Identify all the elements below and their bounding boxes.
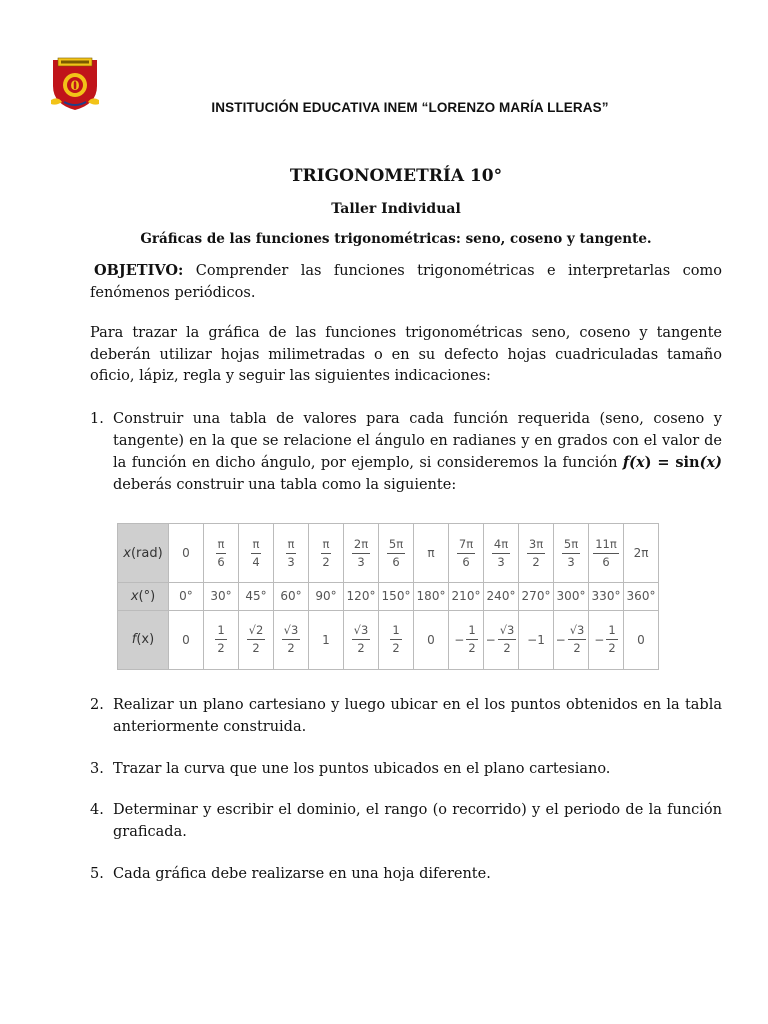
table-cell: 0 bbox=[414, 610, 449, 669]
table-cell: 120° bbox=[344, 583, 379, 611]
step-number: 4. bbox=[90, 802, 104, 818]
table-cell: $\frac{\pi}{2}$ bbox=[309, 524, 344, 583]
table-cell: $\frac{√3}{2}$ bbox=[344, 610, 379, 669]
table-row bbox=[118, 610, 659, 669]
table-row-header: x(°) bbox=[118, 583, 169, 611]
table-cell: $\frac{\pi}{6}$ bbox=[204, 524, 239, 583]
table-cell: $\frac{2\pi}{3}$ bbox=[344, 524, 379, 583]
objective-paragraph bbox=[90, 260, 722, 304]
svg-text:0: 0 bbox=[70, 79, 80, 94]
table-cell: 30° bbox=[204, 583, 239, 611]
table-cell: − $\frac{√3}{2}$ bbox=[484, 610, 519, 669]
table-cell: 330° bbox=[589, 583, 624, 611]
table-cell: 0 bbox=[169, 610, 204, 669]
table-cell: 180° bbox=[414, 583, 449, 611]
table-cell: 150° bbox=[379, 583, 414, 611]
table-cell: 270° bbox=[519, 583, 554, 611]
table-cell: 0 bbox=[624, 610, 659, 669]
table-cell: $\frac{1}{2}$ bbox=[204, 610, 239, 669]
institution-name: INSTITUCIÓN EDUCATIVA INEM “LORENZO MARÍA LLERAS” bbox=[211, 100, 609, 115]
table-cell: π bbox=[414, 524, 449, 583]
objective-label: OBJETIVO: bbox=[94, 262, 184, 279]
table-cell: $\frac{11\pi}{6}$ bbox=[589, 524, 624, 583]
table-cell: 300° bbox=[554, 583, 589, 611]
table-cell: 210° bbox=[449, 583, 484, 611]
step-item bbox=[90, 800, 722, 843]
table-cell: $\frac{5\pi}{6}$ bbox=[379, 524, 414, 583]
table-cell: $\frac{1}{2}$ bbox=[379, 610, 414, 669]
step-item bbox=[90, 759, 722, 781]
table-cell: 90° bbox=[309, 583, 344, 611]
step-number: 3. bbox=[90, 761, 104, 777]
table-cell: −1 bbox=[519, 610, 554, 669]
table-row-header: f(x) bbox=[118, 610, 169, 669]
table-cell: 45° bbox=[239, 583, 274, 611]
table-cell: − $\frac{√3}{2}$ bbox=[554, 610, 589, 669]
step-item bbox=[90, 695, 722, 738]
table-cell: 240° bbox=[484, 583, 519, 611]
table-cell: $\frac{7\pi}{6}$ bbox=[449, 524, 484, 583]
step-text: Cada gráfica debe realizarse en una hoja diferente. bbox=[113, 866, 491, 882]
step-text: Determinar y escribir el dominio, el rango (o recorrido) y el periodo de la función graficada. bbox=[113, 802, 722, 840]
table-cell: 1 bbox=[309, 610, 344, 669]
table-cell: $\frac{√2}{2}$ bbox=[239, 610, 274, 669]
table-cell: 0 bbox=[169, 524, 204, 583]
intro-paragraph: Para trazar la gráfica de las funciones trigonométricas seno, coseno y tangente deberán utilizar hojas milimetradas o en su defecto hojas cuadriculadas tamaño oficio, lápiz, regla y seguir las siguientes indicaciones: bbox=[90, 325, 722, 384]
step-number: 5. bbox=[90, 866, 104, 882]
table-cell: $\frac{4\pi}{3}$ bbox=[484, 524, 519, 583]
step-text: Realizar un plano cartesiano y luego ubicar en el los puntos obtenidos en la tabla anteriormente construida. bbox=[113, 697, 722, 735]
step-text: Trazar la curva que une los puntos ubicados en el plano cartesiano. bbox=[113, 761, 611, 777]
table-cell: $\frac{√3}{2}$ bbox=[274, 610, 309, 669]
table-row-header: x(rad) bbox=[118, 524, 169, 583]
table-row bbox=[118, 583, 659, 611]
page-title: TRIGONOMETRÍA 10° bbox=[289, 166, 503, 186]
table-cell: $\frac{5\pi}{3}$ bbox=[554, 524, 589, 583]
table-cell: $\frac{3\pi}{2}$ bbox=[519, 524, 554, 583]
objective-text: Comprender las funciones trigonométricas e interpretarlas como fenómenos periódicos. bbox=[90, 263, 722, 301]
table-cell: 60° bbox=[274, 583, 309, 611]
step-text: Construir una tabla de valores para cada función requerida (seno, coseno y tangente) en la que se relacione el ángulo en radianes y en grados con el valor de la función en dicho ángulo, por ejemplo, si consideremos la función f(x) = sin(x) deberás construir una tabla como la siguiente: bbox=[113, 411, 723, 493]
step-item bbox=[90, 864, 722, 886]
page-subtitle: Taller Individual bbox=[331, 201, 461, 217]
table-cell: $\frac{\pi}{4}$ bbox=[239, 524, 274, 583]
table-cell: 360° bbox=[624, 583, 659, 611]
table-cell: − $\frac{1}{2}$ bbox=[449, 610, 484, 669]
table-cell: − $\frac{1}{2}$ bbox=[589, 610, 624, 669]
values-table bbox=[117, 523, 659, 670]
table-cell: 2π bbox=[624, 524, 659, 583]
formula: f(x) = sin(x) bbox=[622, 454, 723, 471]
table-row bbox=[118, 524, 659, 583]
step-number: 1. bbox=[90, 411, 104, 427]
step-number: 2. bbox=[90, 697, 104, 713]
table-cell: $\frac{\pi}{3}$ bbox=[274, 524, 309, 583]
page-topic: Gráficas de las funciones trigonométricas: seno, coseno y tangente. bbox=[140, 231, 652, 247]
table-cell: 0° bbox=[169, 583, 204, 611]
step-item bbox=[90, 409, 722, 496]
